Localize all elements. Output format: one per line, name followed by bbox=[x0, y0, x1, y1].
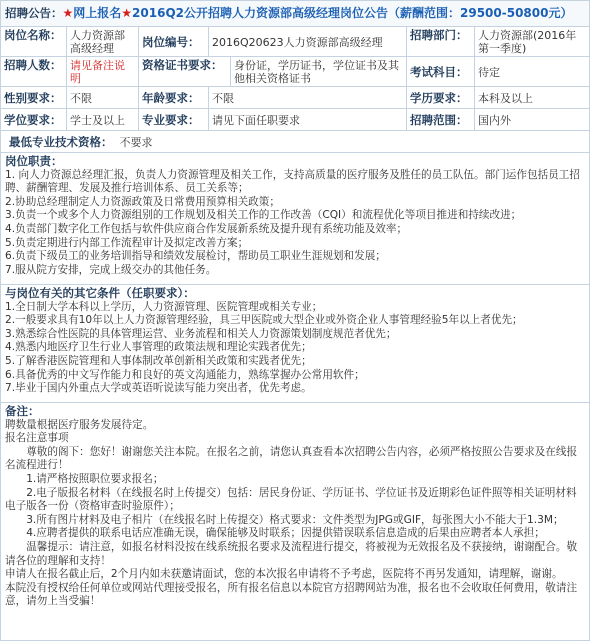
duties-section bbox=[1, 153, 589, 285]
duty-item: 6.负责下级员工的业务培训指导和绩效发展检讨，帮助员工职业生涯规划和发展； bbox=[5, 250, 386, 263]
note-paragraph: 2.电子版报名材料（在线报名时上传提交）包括：居民身份证、学历证书、学位证书及近期彩色证件照等相关证明材料电子版各一份（资格审查时验原件）； bbox=[5, 486, 577, 513]
note-paragraph: 报名注意事项 bbox=[5, 432, 69, 445]
age-label: 年龄要求： bbox=[142, 91, 200, 105]
posting-title-text2: 2016Q2公开招聘人力资源部高级经理岗位公告（ bbox=[132, 6, 400, 20]
technical-qualification-label: 最低专业技术资格： bbox=[9, 135, 113, 149]
technical-qualification-value: 不要求 bbox=[119, 136, 153, 149]
requirement-item: 2.一般要求具有10年以上人力资源管理经验，具三甲医院或大型企业或外资企业人事管理经验5年以上者优先； bbox=[5, 314, 523, 327]
salary-range: 薪酬范围：29500-50800元 bbox=[400, 6, 561, 20]
notes-heading: 备注： bbox=[5, 404, 40, 418]
requirement-item: 1.全日制大学本科以上学历，人力资源管理、医院管理或相关专业； bbox=[5, 300, 323, 313]
star-icon: ★ bbox=[62, 6, 74, 20]
age-value: 不限 bbox=[212, 92, 234, 105]
gender-value: 不限 bbox=[70, 92, 92, 105]
scope-label: 招聘范围： bbox=[410, 113, 468, 127]
duty-item: 1. 向人力资源总经理汇报，负责人力资源管理及相关工作，支持高质量的医疗服务及胜任的员工队伍。部门运作包括员工招聘、薪酬管理、发展及推行培训体系、员工关系等； bbox=[5, 168, 580, 195]
education-label: 学历要求： bbox=[410, 91, 468, 105]
gender-label: 性别要求： bbox=[4, 91, 62, 105]
requirement-item: 3.熟悉综合性医院的具体管理运营、业务流程和相关人力资源策划制度规范者优先； bbox=[5, 327, 397, 340]
exam-subject-value: 待定 bbox=[478, 66, 500, 79]
degree-label: 学位要求： bbox=[4, 113, 62, 127]
requirements-heading: 与岗位有关的其它条件（任职要求）： bbox=[5, 286, 195, 300]
requirement-item: 4.熟悉内地医疗卫生行业人事管理的政策法规和理论实践者优先； bbox=[5, 341, 312, 354]
recruit-count-value: 请见备注说明 bbox=[70, 59, 125, 85]
basic-requirements-row bbox=[1, 87, 589, 109]
position-info-row bbox=[1, 27, 589, 57]
department-label: 招聘部门： bbox=[410, 28, 468, 42]
duty-item: 2.协助总经理制定人力资源政策及日常费用预算相关政策； bbox=[5, 195, 280, 208]
duty-item: 7.服从院方安排，完成上级交办的其他任务。 bbox=[5, 263, 217, 276]
note-paragraph: 1.请严格按照职位要求报名； bbox=[26, 472, 164, 485]
note-paragraph: 3.所有图片材料及电子相片（在线报名时上传提交）格式要求：文件类型为JPG或GIF，每张图大小不能大于1.3M； bbox=[26, 513, 564, 526]
technical-qualification-row bbox=[1, 131, 589, 153]
major-label: 专业要求： bbox=[142, 113, 200, 127]
recruit-info-row bbox=[1, 57, 589, 87]
education-value: 本科及以上 bbox=[478, 92, 533, 105]
requirement-item: 5.了解香港医院管理和人事体制改革创新相关政策和实践者优先； bbox=[5, 354, 312, 367]
posting-title-close: ） bbox=[560, 6, 573, 20]
degree-value: 学士及以上 bbox=[70, 114, 125, 127]
requirement-item: 7.毕业于国内外重点大学或英语听说读写能力突出者，优先考虑。 bbox=[5, 382, 312, 395]
posting-title-text1: 网上报名 bbox=[73, 6, 122, 20]
duty-item: 4.负责部门数字化工作包括与软件供应商合作发展新系统及提升现有系统功能及效率； bbox=[5, 222, 408, 235]
position-code-label: 岗位编号： bbox=[142, 35, 200, 49]
scope-value: 国内外 bbox=[478, 114, 511, 127]
exam-subject-label: 考试科目： bbox=[410, 65, 468, 79]
note-paragraph: 4.应聘者提供的联系电话应准确无误，确保能够及时联系；因提供错误联系信息造成的后果由应聘者本人承担； bbox=[26, 527, 545, 540]
duties-heading: 岗位职责： bbox=[5, 154, 63, 168]
note-paragraph: 尊敬的阁下：您好！谢谢您关注本院。在报名之前，请您认真查看本次招聘公告内容，必须严格按照公告要求及在线报名流程进行！ bbox=[5, 445, 578, 472]
notes-section bbox=[1, 403, 589, 640]
note-paragraph: 申请人在报名截止后，2个月内如未获邀请面试，您的本次报名申请将不予考虑，医院将不再另发通知，请理解，谢谢。 bbox=[5, 568, 563, 581]
position-code-value: 2016Q20623人力资源部高级经理 bbox=[212, 36, 383, 49]
star-icon: ★ bbox=[121, 6, 133, 20]
note-paragraph: 聘数量根据医疗服务发展待定。 bbox=[5, 418, 154, 431]
certificate-label: 资格证书要求： bbox=[142, 58, 223, 72]
certificate-value: 身份证，学历证书，学位证书及其他相关资格证书 bbox=[234, 59, 399, 85]
recruit-count-label: 招聘人数： bbox=[4, 58, 62, 72]
major-value: 请见下面任职要求 bbox=[212, 114, 300, 127]
degree-requirements-row bbox=[1, 109, 589, 131]
duty-item: 3.负责一个或多个人力资源组别的工作规划及相关工作的工作改善（CQI）和流程优化等项目推进和持续改进； bbox=[5, 209, 522, 222]
note-paragraph: 温馨提示：请注意，如报名材料没按在线系统报名要求及流程进行提交，将被视为无效报名及不获接纳，谢谢配合。敬请各位的理解和支持！ bbox=[5, 540, 578, 567]
department-value: 人力资源部(2016年第一季度) bbox=[478, 29, 577, 55]
position-name-value: 人力资源部高级经理 bbox=[70, 29, 125, 55]
posting-title-label: 招聘公告： bbox=[5, 6, 63, 20]
posting-title-row bbox=[1, 1, 589, 27]
requirement-item: 6.具备优秀的中文写作能力和良好的英文沟通能力，熟练掌握办公常用软件； bbox=[5, 368, 365, 381]
note-paragraph: 本院没有授权给任何单位或网站代理接受报名，所有报名信息以本院官方招聘网站为准，报名也不会收取任何费用，敬请注意，请勿上当受骗！ bbox=[5, 581, 578, 608]
duty-item: 5.负责定期进行内部工作流程审计及拟定改善方案； bbox=[5, 236, 249, 249]
requirements-section bbox=[1, 285, 589, 403]
position-name-label: 岗位名称： bbox=[4, 28, 62, 42]
